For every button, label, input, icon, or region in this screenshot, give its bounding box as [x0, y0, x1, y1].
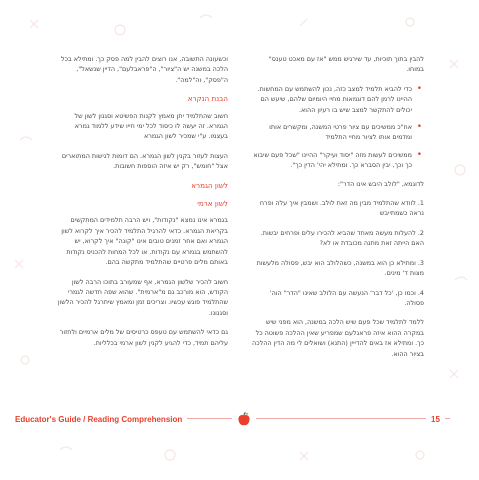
bullet-list [250, 84, 424, 171]
paragraph: בגמרא אינו נמצא "נקודות", ויש הרבה תלמידים המתקשים בקריאת הגמרא. כדאי להרגיל התלמיד להכיר איך לקרוא לשון הגמרא ואם אחר זמנים טובים אינו "קונה" איך לקרוא, יש להשתמש בגמרא עם נקודות. או לכל המחות להכניס נקודות באותם מלים פרטיים שהתלמיד מתקשה בהם. [61, 216, 228, 267]
step-item: 3. ומתילא כן הוא במשנה, כשהלולב הוא יבש, פסולה מלעשות מצות ד' מינים. [256, 258, 424, 278]
paragraph: חשוב להכיר שלשון הגמרא, אף שמעורב בתוכו הרבה לשון הקודש, הוא מורכב גם מ"ארמית". שהוא שפה חדשה לגמרי שהתלמיד פוגש עכשיו. וצריכים זמן ומאמץ שיתרגל להכיר הלשון וסגנונו. [57, 277, 228, 317]
section-heading: לשון הגמרא [191, 180, 228, 190]
apple-icon [232, 411, 256, 427]
example-intro: לדוגמא, "לולב היבש אינו הדר": [337, 179, 424, 188]
section-heading: הבנת הנקרא [187, 94, 228, 104]
bullet-item: • אח"כ ממשיכים עם ציור פרטי המשנה, ומקשרים אותו ומדמים אותו לציור מחיי התלמיד [250, 122, 412, 143]
paragraph: חשוב שהתלמיד יתן מאמץ לקנות הפשיטא וסגנון לשון של הגמרא. זה יעשה לו כיסוד לכל ימי חייו שידע ללמוד גמרא בעצמו. ע"י שמכיר לשון הגמרא [74, 111, 228, 141]
left-intro: וכשעונה התשובה, אנו רוצים להבין למה פסק כך. ומתילא בכל הלכה במשנה יש ה"ציור", ה"פראבלעם", הדיין שנשאל", ה"פסק", וה"למה". [61, 55, 228, 84]
step-item: 4. וכמו כן, 'כל דבר' הנעשה עם הלולב שאינו "הדר" הוה' פסולה. [269, 288, 424, 307]
footer-guide-title: Educator's Guide / Reading Comprehension [10, 415, 187, 424]
paragraph: גם כדאי להשתמש עם טעפס כרטיסים של מלים ארמיים ולחזור עליהם תמיד, כדי להגיע לקנין לשון ארמי בכלליות. [59, 328, 228, 347]
bullet-item: • ממשיכים לעשות מזה "יסוד ועיקר" ההיינו "שכל פעם שיבוא כך וכך, יבין הסברא כך. ומתילא יהי' הדין כך". [250, 150, 412, 171]
bullet-item: • כדי להביא תלמיד למצב כזה, נכון להשתמש עם המחשות. ההיינו לרמן להם דוגמאות מחיי היומיום שלהם, שיעש הם יכולים להתקשר למצב שיש בו רעיון ההוא. [250, 84, 412, 115]
page-number: 15 [426, 415, 445, 424]
step-item: 1. לוודא שהתלמיד מבין מה זאת לולב. ושמבין איך עלה ופרח נראה כשמתייבש [259, 199, 424, 218]
closing-paragraph: ללמד לתלמיד שכל פעם שיש הלכה במשנה, הוא מפני שיש במקרה ההוא איזה פראגלעם שמפריע שאין ההלכה פשוטה כל כך. ומתילא אז באים להדייין (התנא) ושואלים לי מה הדין ההלכה בציור ההוא. [252, 318, 424, 358]
left-column [54, 54, 228, 357]
right-intro: להבין בתוך תוכיות, עד שירגיש ממש "אז עם מאכט טענס" במוחו. [268, 55, 424, 74]
step-item: 2. להעלות מעשה מאחד שהביא להכירו עלים ופרחים יבשות. האם הייתה זאת מתנה מכובדת או לא? [260, 228, 424, 248]
section-heading: לשון ארמי [197, 199, 228, 209]
paragraph: העצות לעזור בקנין לשון הגמרא. הם דומות לגישות המתוארים אצל "חומש", רק יש איזה הוספות חשובות. [61, 151, 228, 171]
right-column [250, 54, 424, 368]
